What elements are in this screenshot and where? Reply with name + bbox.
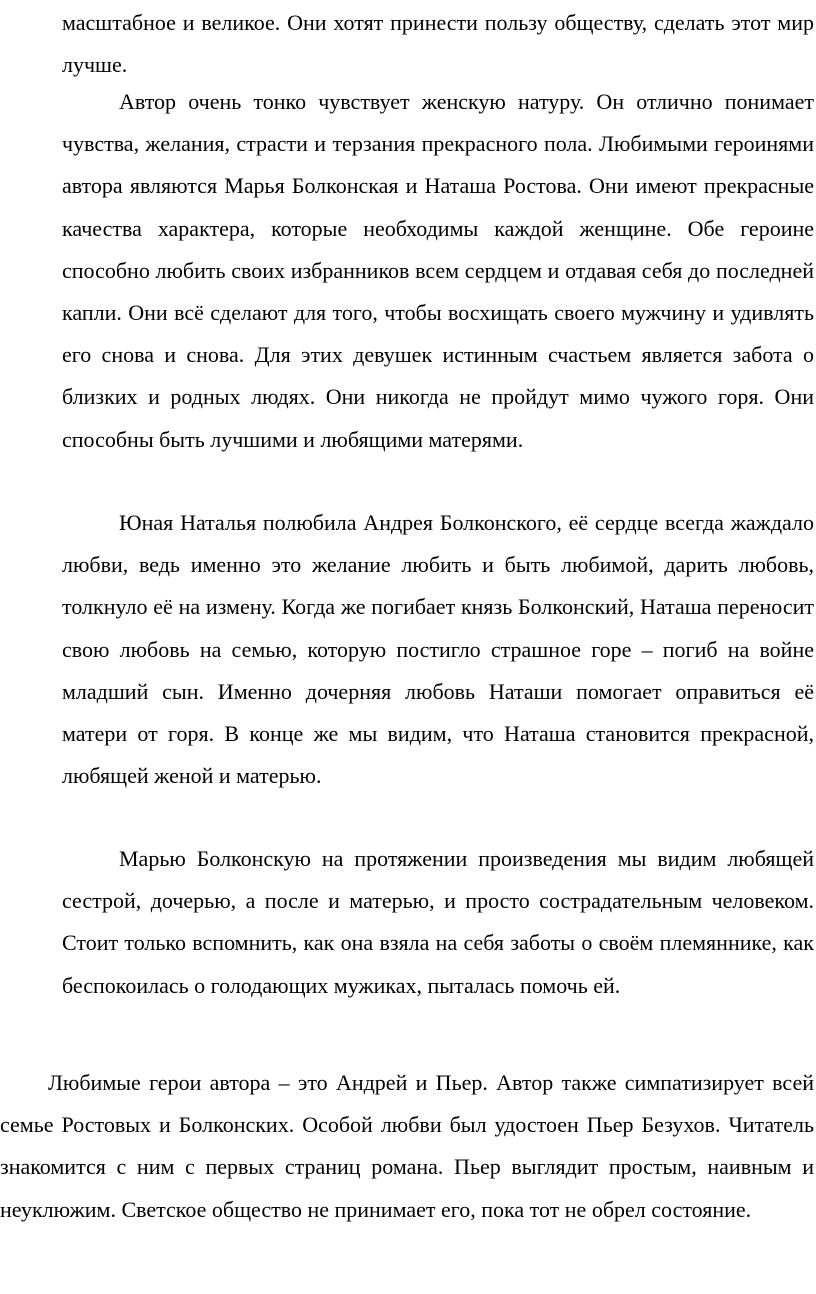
paragraph-favorite-heroes: Любимые герои автора – это Андрей и Пьер. Автор также симпатизирует всей семье Ростовых и Болконских. Особой любви был удостоен Пьер Безухов. Читатель знакомится с ним с первых страниц романа. Пьер выглядит простым, наивным и неуклюжим. Светское общество не принимает его, пока тот не обрел состояние. <box>0 1070 814 1222</box>
paragraph-marya: Марью Болконскую на протяжении произведения мы видим любящей сестрой, дочерью, а после и матерью, и просто сострадательным человеком. Стоит только вспомнить, как она взяла на себя заботы о своём племяннике, как беспокоилась о голодающих мужиках, пыталась помочь ей. <box>62 846 814 998</box>
paragraph-female-characters: Автор очень тонко чувствует женскую натуру. Он отлично понимает чувства, желания, страсти и терзания прекрасного пола. Любимыми героинями автора являются Марья Болконская и Наташа Ростова. Они имеют прекрасные качества характера, которые необходимы каждой женщине. Обе героине способно любить своих избранников всем сердцем и отдавая себя до последней капли. Они всё сделают для того, чтобы восхищать своего мужчину и удивлять его снова и снова. Для этих девушек истинным счастьем является забота о близких и родных людях. Они никогда не пройдут мимо чужого горя. Они способны быть лучшими и любящими матерями. <box>62 89 814 452</box>
paragraph-continuation: масштабное и великое. Они хотят принести пользу обществу, сделать этот мир лучше. <box>62 10 814 78</box>
paragraph-natasha: Юная Наталья полюбила Андрея Болконского, её сердце всегда жаждало любви, ведь именно это желание любить и быть любимой, дарить любовь, толкнуло её на измену. Когда же погибает князь Болконский, Наташа переносит свою любовь на семью, которую постигло страшное горе – погиб на войне младший сын. Именно дочерняя любовь Наташи помогает оправиться её матери от горя. В конце же мы видим, что Наташа становится прекрасной, любящей женой и матерью. <box>62 510 814 789</box>
